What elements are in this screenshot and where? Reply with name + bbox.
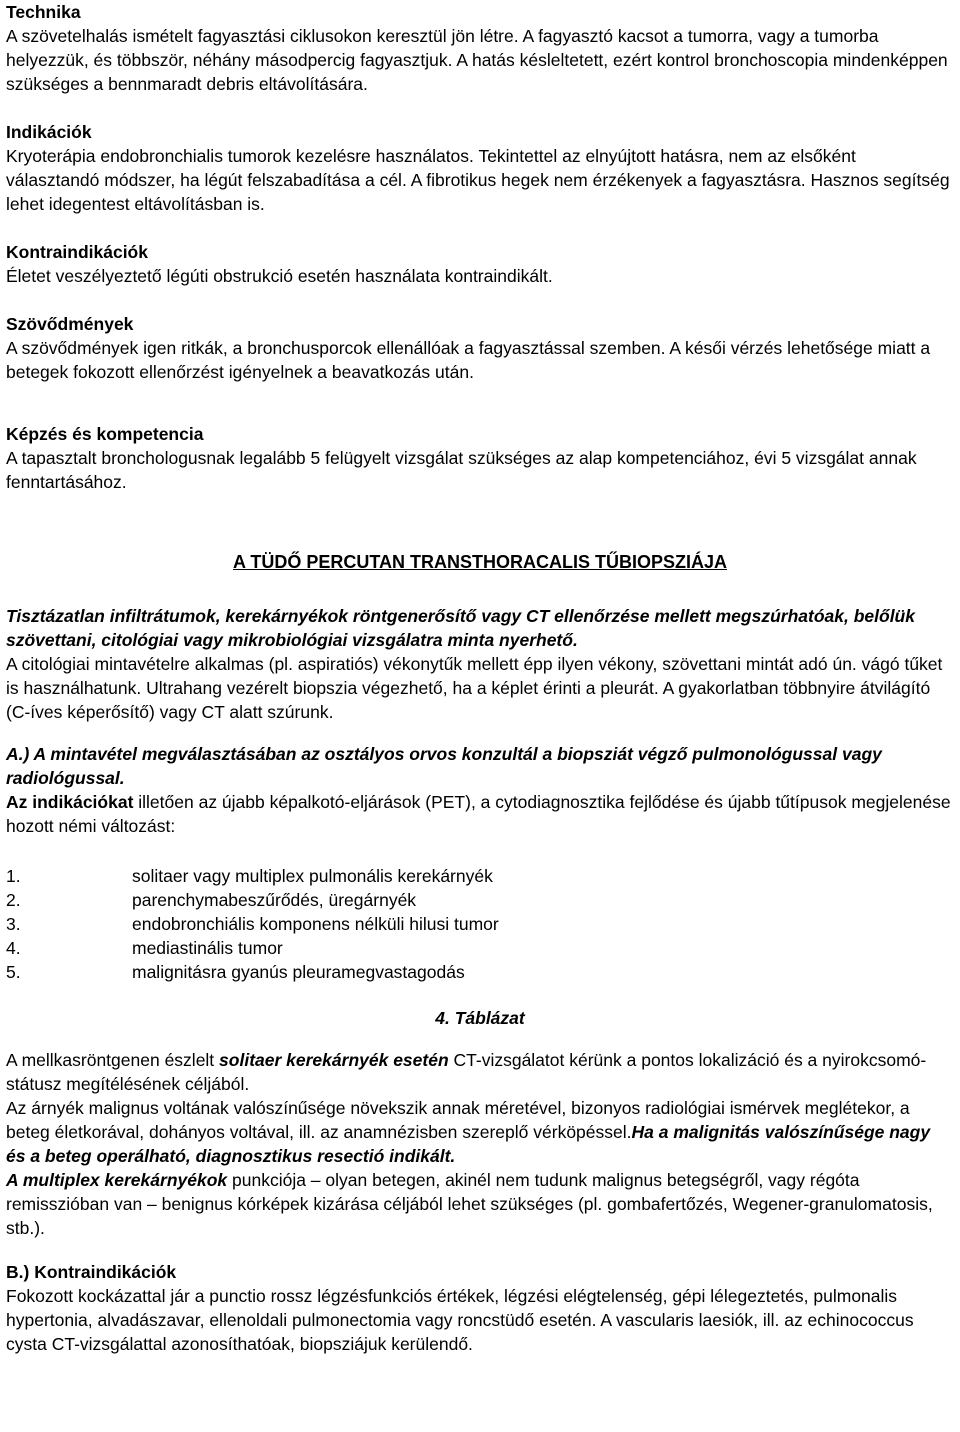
kepzes-heading: Képzés és kompetencia [6, 424, 204, 444]
technika-heading: Technika [6, 2, 81, 22]
intro-bold-italic: Tisztázatlan infiltrátumok, kerekárnyékok röntgenerősítő vagy CT ellenőrzése mellett megszúrhatóak, belőlük szövettani, citológiai vagy mikrobiológiai vizsgálatra minta nyerhető. [6, 606, 915, 650]
intro-text: A citológiai mintavételre alkalmas (pl. aspiratiós) vékonytűk mellett épp ilyen vékony, szövettani mintát adó ún. vágó tűket is használhatunk. Ultrahang vezérelt biopszia végezhető, ha a képlet érinti a pleurát. A gyakorlatban többnyire átvilágító (C-íves képerősítő) vagy CT alatt szúrunk. [6, 654, 943, 722]
list-item-number: 2. [6, 890, 21, 910]
list-item-number: 3. [6, 914, 21, 934]
list-item [6, 936, 954, 960]
szovodmenyek-text: A szövődmények igen ritkák, a bronchusporcok ellenállóak a fagyasztással szemben. A késői vérzés lehetősége miatt a betegek fokozott ellenőrzést igényelnek a beavatkozás után. [6, 338, 931, 382]
szovodmenyek-heading: Szövődmények [6, 314, 134, 334]
list-item [6, 864, 954, 888]
para-solitaer-pre: A mellkasröntgenen észlelt [6, 1050, 220, 1070]
section-a-heading: A.) A mintavétel megválasztásában az osztályos orvos konzultál a biopsziát végző pulmonológussal vagy radiológussal. [6, 744, 882, 788]
section-b-heading: B.) Kontraindikációk [6, 1262, 177, 1282]
para-multiplex-emphasis: A multiplex kerekárnyékok [6, 1170, 228, 1190]
list-item-number: 1. [6, 866, 21, 886]
para-malignus-emphasis: Ha a malignitás valószínűsége nagy és a beteg operálható, diagnosztikus resectió indikált. [6, 1122, 931, 1166]
para-solitaer-emphasis: solitaer kerekárnyék esetén [219, 1050, 449, 1070]
list-item-text: malignitásra gyanús pleuramegvastagodás [132, 962, 465, 982]
main-title-wrap [6, 550, 954, 574]
list-item-text: parenchymabeszűrődés, üregárnyék [132, 890, 417, 910]
list-item [6, 960, 954, 984]
list-item-number: 5. [6, 962, 21, 982]
section-a-bold-lead: Az indikációkat [6, 792, 134, 812]
section-a-text: illetően az újabb képalkotó-eljárások (PET), a cytodiagnosztika fejlődése és újabb tűtípusok megjelenése hozott némi változást: [6, 792, 951, 836]
list-item-text: mediastinális tumor [132, 938, 283, 958]
indication-list [6, 864, 954, 984]
main-title: A TÜDŐ PERCUTAN TRANSTHORACALIS TŰBIOPSZIÁJA [233, 552, 727, 572]
list-item-text: solitaer vagy multiplex pulmonális kerekárnyék [132, 866, 493, 886]
kontraindikaciok-text: Életet veszélyeztető légúti obstrukció esetén használata kontraindikált. [6, 266, 553, 286]
list-item-text: endobronchiális komponens nélküli hilusi tumor [132, 914, 499, 934]
kontraindikaciok-heading: Kontraindikációk [6, 242, 148, 262]
technika-text: A szövetelhalás ismételt fagyasztási ciklusokon keresztül jön létre. A fagyasztó kacsot a tumorra, vagy a tumorba helyezzük, és többször, néhány másodpercig fagyasztjuk. A hatás késleltetett, ezért kontrol bronchoscopia mindenképpen szükséges a bennmaradt debris eltávolítására. [6, 26, 948, 94]
section-b-text: Fokozott kockázattal jár a punctio rossz légzésfunkciós értékek, légzési elégtelenség, gépi lélegeztetés, pulmonalis hypertonia, alvadászavar, ellenoldali pulmonectomia vagy roncstüdő esetén. A vascularis laesiók, ill. az echinococcus cysta CT-vizsgálattal azonosíthatóak, biopsziájuk kerülendő. [6, 1286, 914, 1354]
indikaciok-heading: Indikációk [6, 122, 92, 142]
para-multiplex-text: punkciója – olyan betegen, akinél nem tudunk malignus betegségről, vagy régóta remisszióban van – benignus kórképek kizárása céljából lehet szükséges (pl. gombafertőzés, Wegener-granulomatosis, stb.). [6, 1170, 933, 1238]
list-item-number: 4. [6, 938, 21, 958]
list-item [6, 888, 954, 912]
indikaciok-text: Kryoterápia endobronchialis tumorok kezelésre használatos. Tekintettel az elnyújtott hatásra, nem az elsőként választandó módszer, ha légút felszabadítása a cél. A fibrotikus hegek nem érzékenyek a fagyasztásra. Hasznos segítség lehet idegentest eltávolításban is. [6, 146, 950, 214]
para-solitaer-post: CT-vizsgálatot kérünk a pontos lokalizáció és a nyirokcsomó-státusz megítélésének céljából. [6, 1050, 927, 1094]
para-solitaer [6, 1048, 954, 1096]
para-malignus-text: Az árnyék malignus voltának valószínűsége növekszik annak méretével, bizonyos radiológiai ismérvek meglétekor, a beteg életkorával, dohányos voltával, ill. az anamnézisben szereplő vérköpéssel. [6, 1098, 910, 1142]
section-a-paragraph [6, 790, 954, 838]
list-item [6, 912, 954, 936]
table-caption: 4. Táblázat [435, 1008, 525, 1028]
para-malignus [6, 1096, 954, 1168]
kepzes-text: A tapasztalt bronchologusnak legalább 5 felügyelt vizsgálat szükséges az alap kompetenciához, évi 5 vizsgálat annak fenntartásához. [6, 448, 917, 492]
para-multiplex [6, 1168, 954, 1240]
